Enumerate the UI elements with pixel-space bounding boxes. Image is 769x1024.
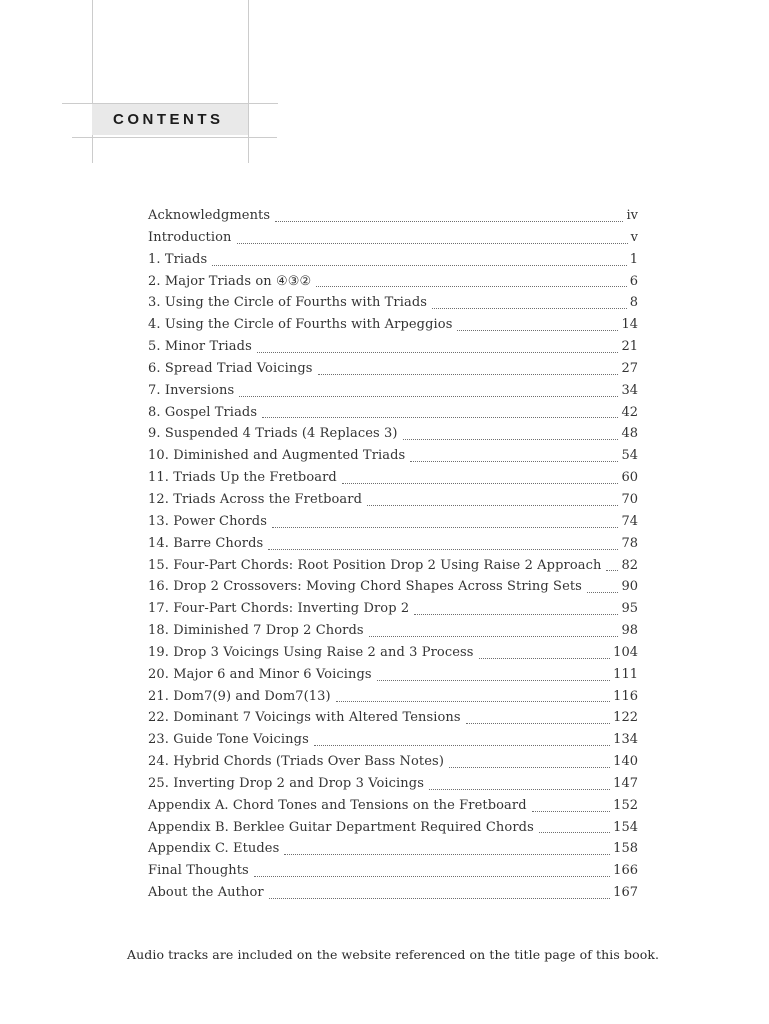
toc-entry-page-number: 21 (621, 339, 638, 355)
toc-entry-label: 19. Drop 3 Voicings Using Raise 2 and 3 Process (148, 644, 474, 660)
toc-entry (148, 882, 638, 904)
toc-entry (148, 227, 638, 249)
toc-entry-page-number: 78 (621, 535, 638, 551)
dotted-leader (444, 751, 613, 773)
toc-entry-page-number: 98 (621, 623, 638, 639)
toc-entry (148, 729, 638, 751)
dotted-leader (264, 882, 613, 904)
dotted-leader (252, 336, 622, 358)
toc-entry-page-number: 27 (621, 360, 638, 376)
dotted-leader (263, 533, 621, 555)
toc-entry-page-number: 158 (613, 841, 638, 857)
toc-entry (148, 380, 638, 402)
toc-entry-label: 17. Four-Part Chords: Inverting Drop 2 (148, 601, 410, 617)
toc-entry-page-number: 111 (613, 666, 638, 682)
toc-entry (148, 467, 638, 489)
toc-entry-label: 23. Guide Tone Voicings (148, 732, 309, 748)
dotted-leader (601, 555, 621, 577)
toc-entry (148, 271, 638, 293)
dotted-leader (582, 576, 621, 598)
toc-entry-page-number: 48 (621, 426, 638, 442)
dotted-leader (474, 642, 614, 664)
toc-entry (148, 423, 638, 445)
toc-entry-label: 16. Drop 2 Crossovers: Moving Chord Shapes Across String Sets (148, 579, 582, 595)
toc-entry-page-number: 104 (613, 644, 638, 660)
dotted-leader (527, 795, 614, 817)
crop-mark-vertical-right (248, 0, 249, 163)
toc-entry-page-number: 54 (621, 448, 638, 464)
dotted-leader (364, 620, 622, 642)
toc-entry-page-number: 74 (621, 513, 638, 529)
toc-entry-page-number: 14 (621, 317, 638, 333)
toc-entry-label: Appendix C. Etudes (148, 841, 280, 857)
dotted-leader (534, 817, 613, 839)
toc-entry-label: Introduction (148, 229, 232, 245)
dotted-leader (405, 445, 621, 467)
toc-entry-page-number: 8 (629, 295, 638, 311)
toc-entry-label: Appendix B. Berklee Guitar Department Required Chords (148, 819, 534, 835)
toc-entry (148, 707, 638, 729)
toc-entry-page-number: 140 (613, 754, 638, 770)
toc-entry-label: 22. Dominant 7 Voicings with Altered Tensions (148, 710, 461, 726)
toc-entry-page-number: 154 (613, 819, 638, 835)
toc-entry-label: Appendix A. Chord Tones and Tensions on the Fretboard (148, 797, 527, 813)
toc-entry (148, 336, 638, 358)
dotted-leader (309, 729, 613, 751)
dotted-leader (279, 838, 613, 860)
toc-entry-page-number: 82 (621, 557, 638, 573)
toc-entry-label: 9. Suspended 4 Triads (4 Replaces 3) (148, 426, 398, 442)
toc-entry (148, 773, 638, 795)
dotted-leader (311, 271, 630, 293)
toc-entry-label: 21. Dom7(9) and Dom7(13) (148, 688, 331, 704)
toc-entry (148, 314, 638, 336)
toc-entry-label: Acknowledgments (148, 208, 271, 223)
dotted-leader (362, 489, 621, 511)
toc-entry-label: 13. Power Chords (148, 513, 267, 529)
toc-entry-label: 8. Gospel Triads (148, 404, 258, 420)
toc-entry (148, 533, 638, 555)
toc-entry (148, 860, 638, 882)
toc-entry (148, 686, 638, 708)
toc-entry-label: 25. Inverting Drop 2 and Drop 3 Voicings (148, 775, 424, 791)
toc-entry-label: 7. Inversions (148, 382, 235, 398)
toc-entry-label: 3. Using the Circle of Fourths with Triads (148, 295, 428, 311)
toc-entry (148, 358, 638, 380)
toc-entry-label: 14. Barre Chords (148, 535, 264, 551)
page-title: CONTENTS (113, 111, 224, 128)
toc-entry (148, 620, 638, 642)
toc-entry (148, 292, 638, 314)
toc-entry-label: 18. Diminished 7 Drop 2 Chords (148, 623, 364, 639)
toc-entry-page-number: 6 (629, 273, 638, 289)
toc-entry-page-number: 90 (621, 579, 638, 595)
toc-entry-label: 12. Triads Across the Fretboard (148, 491, 363, 507)
crop-mark-vertical-left (92, 0, 93, 163)
toc-entry (148, 751, 638, 773)
toc-entry-label: About the Author (148, 885, 264, 901)
toc-entry-label: 4. Using the Circle of Fourths with Arpeggios (148, 317, 453, 333)
dotted-leader (398, 423, 622, 445)
toc-entry-label: 2. Major Triads on ④③② (148, 273, 312, 289)
toc-entry-page-number: 134 (613, 732, 638, 748)
dotted-leader (452, 314, 621, 336)
toc-entry (148, 642, 638, 664)
toc-entry (148, 664, 638, 686)
contents-header-box (92, 104, 248, 135)
toc-entry-page-number: 122 (613, 710, 638, 726)
dotted-leader (331, 686, 613, 708)
toc-entry (148, 511, 638, 533)
dotted-leader (461, 707, 613, 729)
toc-entry (148, 838, 638, 860)
dotted-leader (427, 292, 630, 314)
dotted-leader (313, 358, 622, 380)
toc-entry-label: 6. Spread Triad Voicings (148, 360, 313, 376)
toc-entry-page-number: 116 (613, 688, 638, 704)
table-of-contents (148, 205, 638, 904)
dotted-leader (267, 511, 621, 533)
toc-entry (148, 402, 638, 424)
toc-entry (148, 576, 638, 598)
toc-entry-label: 5. Minor Triads (148, 339, 252, 355)
dotted-leader (234, 380, 621, 402)
toc-entry-label: Final Thoughts (148, 863, 249, 879)
dotted-leader (409, 598, 621, 620)
dotted-leader (257, 402, 621, 424)
toc-entry-page-number: 1 (629, 251, 638, 267)
dotted-leader (372, 664, 614, 686)
toc-entry (148, 598, 638, 620)
toc-entry-page-number: iv (626, 208, 638, 223)
toc-entry-page-number: 70 (621, 491, 638, 507)
dotted-leader (270, 205, 626, 227)
toc-entry-label: 20. Major 6 and Minor 6 Voicings (148, 666, 372, 682)
toc-entry (148, 817, 638, 839)
dotted-leader (424, 773, 613, 795)
toc-entry-page-number: 152 (613, 797, 638, 813)
toc-entry-page-number: v (630, 229, 638, 245)
toc-entry-page-number: 34 (621, 382, 638, 398)
toc-entry-label: 24. Hybrid Chords (Triads Over Bass Notes) (148, 754, 444, 770)
toc-entry-page-number: 147 (613, 775, 638, 791)
dotted-leader (337, 467, 622, 489)
toc-entry-label: 11. Triads Up the Fretboard (148, 470, 337, 486)
toc-entry (148, 205, 638, 227)
audio-tracks-note: Audio tracks are included on the website referenced on the title page of this book. (127, 947, 660, 962)
toc-entry (148, 489, 638, 511)
dotted-leader (207, 249, 629, 271)
toc-entry-label: 10. Diminished and Augmented Triads (148, 448, 406, 464)
toc-entry-page-number: 167 (613, 885, 638, 901)
dotted-leader (232, 227, 631, 249)
toc-entry (148, 445, 638, 467)
dotted-leader (249, 860, 613, 882)
toc-entry (148, 555, 638, 577)
toc-entry-page-number: 42 (621, 404, 638, 420)
toc-entry-page-number: 95 (621, 601, 638, 617)
toc-entry-page-number: 166 (613, 863, 638, 879)
toc-entry-page-number: 60 (621, 470, 638, 486)
toc-entry-label: 15. Four-Part Chords: Root Position Drop 2 Using Raise 2 Approach (148, 557, 602, 573)
toc-entry (148, 249, 638, 271)
toc-entry-label: 1. Triads (148, 251, 208, 267)
crop-mark-horizontal-bottom (72, 137, 277, 138)
toc-entry (148, 795, 638, 817)
